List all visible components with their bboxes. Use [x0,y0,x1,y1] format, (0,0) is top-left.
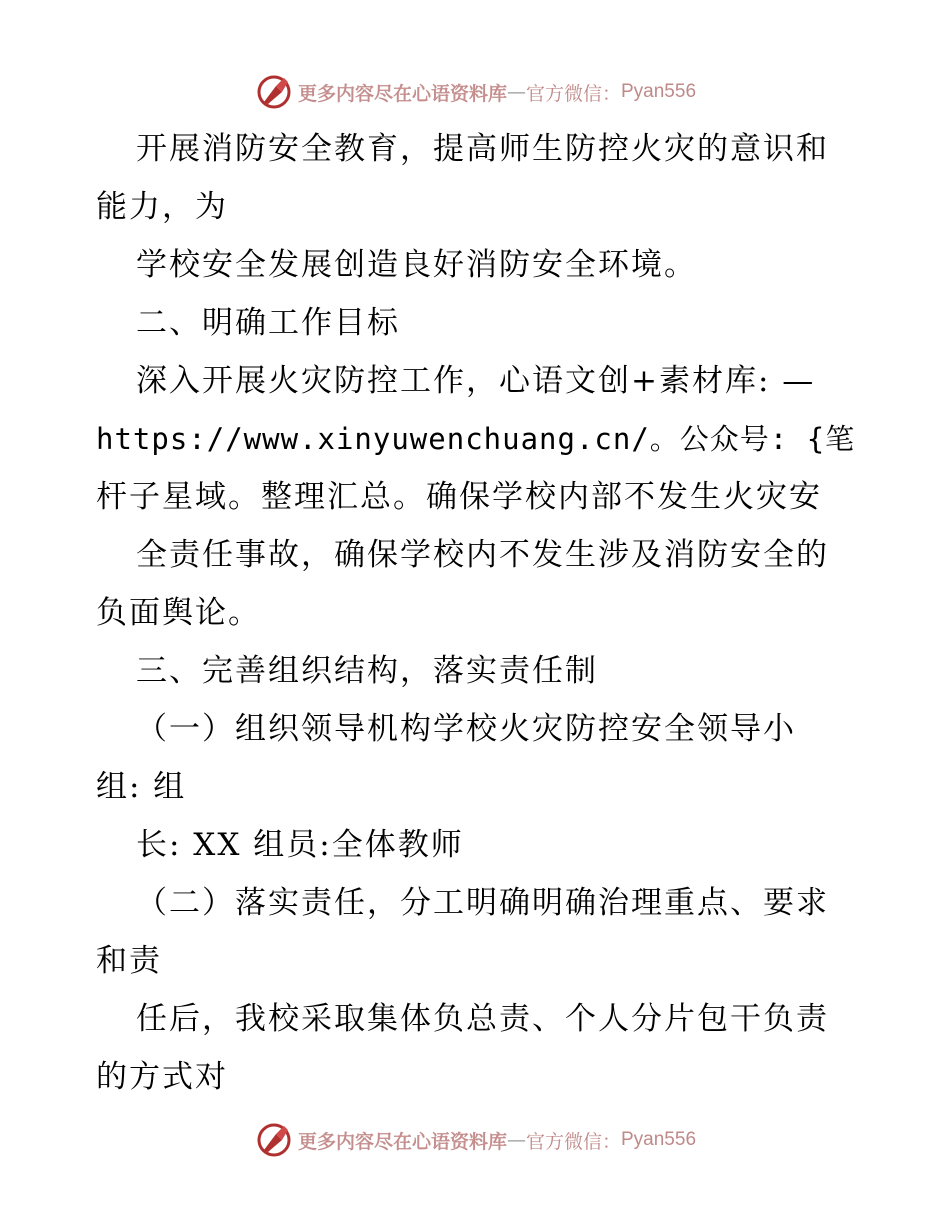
banner-wechat-label: 官方微信： [525,82,621,105]
footer-banner [0,1118,950,1162]
banner-separator: — [506,1129,526,1151]
section-heading: 三、完善组织结构，落实责任制 [136,653,598,689]
text-line: 能力，为 [96,189,228,225]
text-line: 的方式对 [96,1059,228,1095]
text-line: 开展消防安全教育，提高师生防控火灾的意识和 [136,131,829,167]
header-banner [0,70,950,114]
url-line: https://www.xinyuwenchuang.cn/。公众号: {笔 [96,422,856,456]
text-line: 任后，我校采取集体负总责、个人分片包干负责 [136,1001,829,1037]
text-line: 组: 组 [96,769,187,805]
text-line: 深入开展火灾防控工作，心语文创+素材库: — [136,363,816,399]
text-line: （二）落实责任，分工明确明确治理重点、要求 [136,885,829,921]
banner-separator: — [506,81,526,103]
text-line: （一）组织领导机构学校火灾防控安全领导小 [136,711,796,747]
text-line: 杆子星域。整理汇总。确保学校内部不发生火灾安 [96,479,822,515]
text-line: 负面舆论。 [96,595,261,631]
pen-nib-logo-icon [254,72,294,112]
text-line: 长: XX 组员:全体教师 [136,827,464,863]
banner-main-text: 更多内容尽在心语资料库 [297,82,507,105]
banner-wechat-id: Pyan556 [621,1129,697,1150]
text-line: 和责 [96,943,162,979]
banner-main-text: 更多内容尽在心语资料库 [297,1130,507,1153]
pen-nib-logo-icon [254,1120,294,1160]
document-body [96,120,856,1106]
text-line: 全责任事故，确保学校内不发生涉及消防安全的 [136,537,829,573]
banner-wechat-id: Pyan556 [621,81,697,102]
section-heading: 二、明确工作目标 [136,305,400,341]
banner-wechat-label: 官方微信： [525,1130,621,1153]
text-line: 学校安全发展创造良好消防安全环境。 [136,247,697,283]
